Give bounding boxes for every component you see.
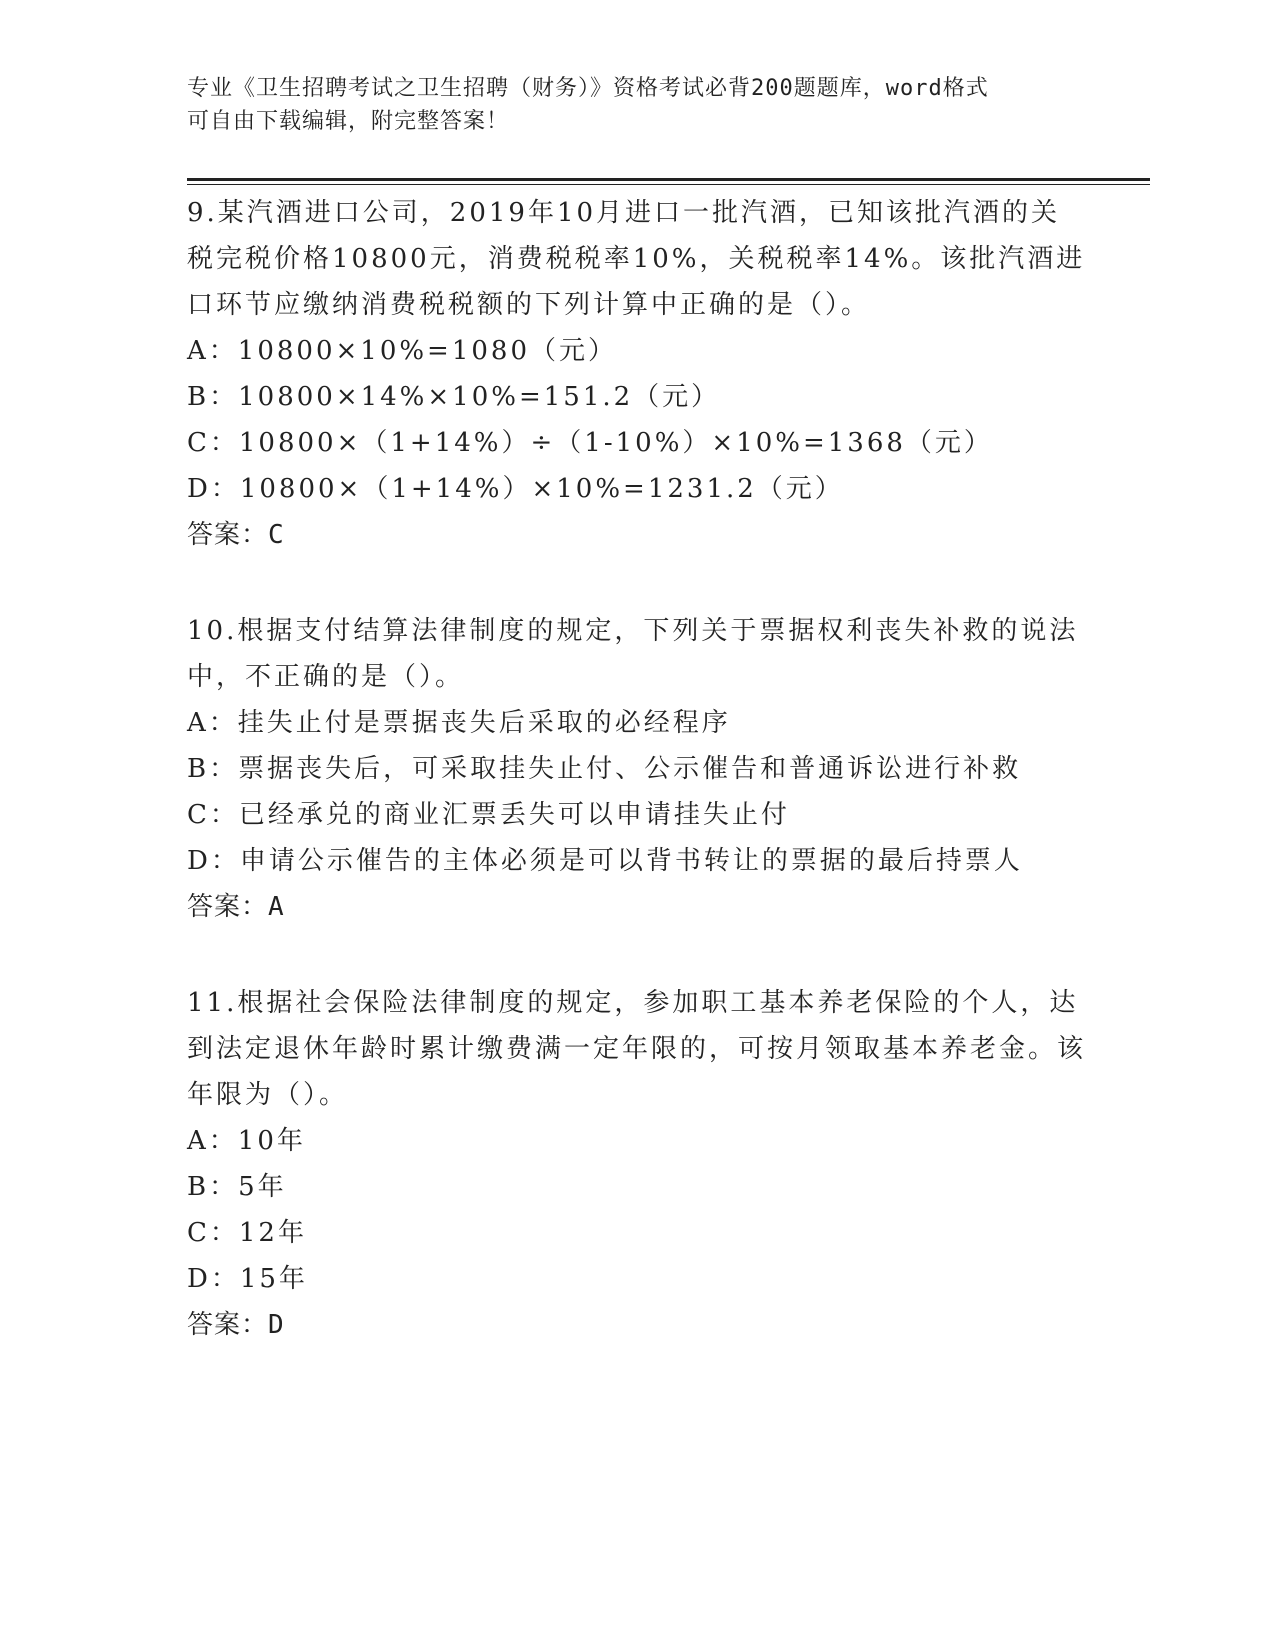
question-10 (187, 608, 1087, 930)
option-c: C：已经承兑的商业汇票丢失可以申请挂失止付 (187, 800, 790, 830)
option-a: A：10800×10%=1080（元） (187, 336, 618, 366)
header-line-2: 可自由下载编辑，附完整答案！ (187, 109, 510, 134)
option-d: D：10800×（1+14%）×10%=1231.2（元） (187, 474, 844, 504)
option-a: A：10年 (187, 1126, 306, 1156)
answer-line: 答案：A (187, 892, 285, 922)
option-d: D：申请公示催告的主体必须是可以背书转让的票据的最后持票人 (187, 846, 1023, 876)
option-c: C：10800×（1+14%）÷（1-10%）×10%=1368（元） (187, 428, 993, 458)
option-c: C：12年 (187, 1218, 307, 1248)
answer-line: 答案：D (187, 1310, 285, 1340)
option-b: B：票据丧失后，可采取挂失止付、公示催告和普通诉讼进行补救 (187, 754, 1022, 784)
option-a: A：挂失止付是票据丧失后采取的必经程序 (187, 708, 731, 738)
question-stem: 9.某汽酒进口公司，2019年10月进口一批汽酒，已知该批汽酒的关税完税价格10800元，消费税税率10%，关税税率14%。该批汽酒进口环节应缴纳消费税税额的下列计算中正确的是（）。 (187, 198, 1086, 320)
option-b: B：10800×14%×10%=151.2（元） (187, 382, 721, 412)
header-line-1: 专业《卫生招聘考试之卫生招聘（财务）》资格考试必背200题题库，word格式 (187, 76, 989, 101)
header-divider-thin (187, 184, 1150, 185)
document-header (187, 72, 1087, 138)
answer-line: 答案：C (187, 520, 285, 550)
option-d: D：15年 (187, 1264, 308, 1294)
question-stem: 11.根据社会保险法律制度的规定，参加职工基本养老保险的个人，达到法定退休年龄时累计缴费满一定年限的，可按月领取基本养老金。该年限为（）。 (187, 988, 1087, 1110)
question-9 (187, 190, 1087, 558)
question-stem: 10.根据支付结算法律制度的规定，下列关于票据权利丧失补救的说法中，不正确的是（）。 (187, 616, 1079, 692)
question-11 (187, 980, 1087, 1348)
header-divider-thick (187, 178, 1150, 181)
question-list (187, 190, 1087, 1398)
option-b: B：5年 (187, 1172, 287, 1202)
